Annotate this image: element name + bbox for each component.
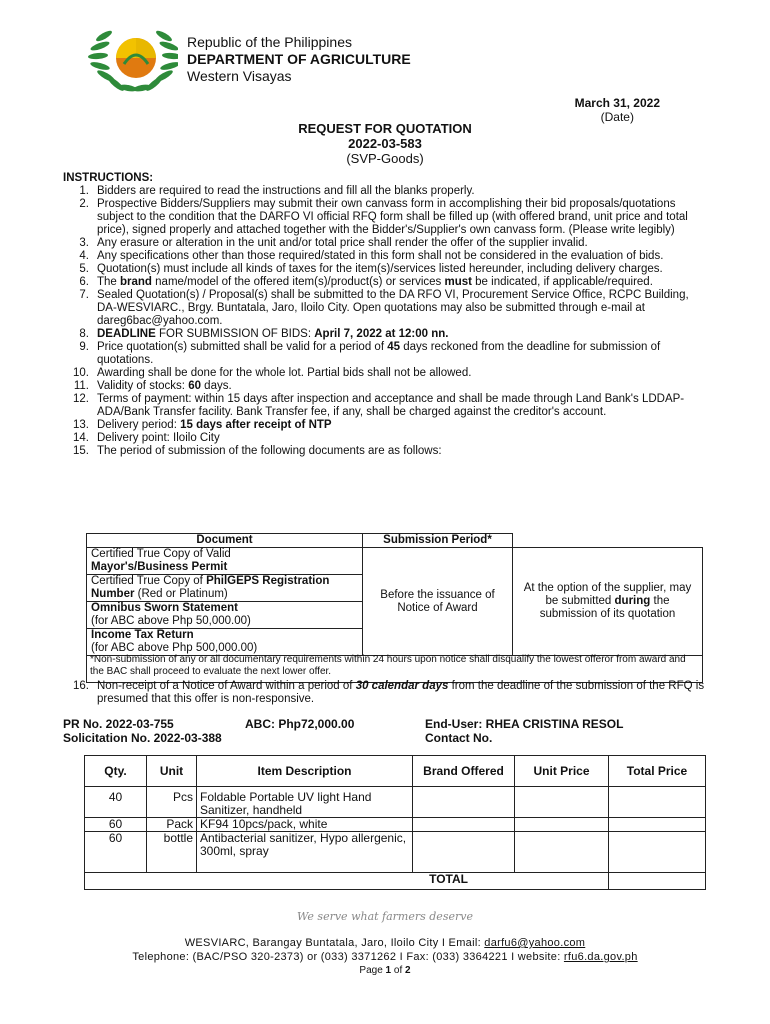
republic-line: Republic of the Philippines xyxy=(187,34,352,50)
pr-number: PR No. 2022-03-755 xyxy=(63,717,174,731)
instruction-item: 8. DEADLINE FOR SUBMISSION OF BIDS: April 7, 2022 at 12:00 nn. xyxy=(79,328,449,340)
table-row: 60 Pack KF94 10pcs/pack, white xyxy=(85,818,706,832)
unit-price-cell[interactable] xyxy=(515,787,609,818)
page-indicator: Page 1 of 2 xyxy=(359,965,411,976)
date-block xyxy=(575,96,660,124)
brand-header: Brand Offered xyxy=(413,756,515,787)
document-title xyxy=(0,121,770,166)
footer-address: WESVIARC, Barangay Buntatala, Jaro, Iloilo City I Email: darfu6@yahoo.com xyxy=(184,937,586,949)
documents-header-row xyxy=(87,534,703,548)
document-header: Document xyxy=(87,534,363,548)
region-name: Western Visayas xyxy=(187,68,292,84)
brand-cell[interactable] xyxy=(413,787,515,818)
rfq-title: REQUEST FOR QUOTATION xyxy=(298,121,472,136)
instruction-item: 6. The brand name/model of the offered item(s)/product(s) or services must be indicated, if applicable/required. xyxy=(79,276,653,288)
instruction-item: 2. Prospective Bidders/Suppliers may submit their own canvass form in accomplishing their bid proposals/quotations subject to the condition that the DARFO VI official RFQ form shall be filled up (with offered brand, unit price and total price), signed properly and attached together with the Bidder's/Supplier's own canvass form. (Please write legibly) xyxy=(79,198,688,236)
department-of-agriculture-logo xyxy=(86,16,178,96)
documents-row: Certified True Copy of PhilGEPS Registration Number (Red or Platinum) xyxy=(87,575,703,602)
instructions-list xyxy=(63,185,703,458)
instruction-16: 16. Non-receipt of a Notice of Award within a period of 30 calendar days from the deadline of the submission of the RFQ is presumed that this offer is non-responsive. xyxy=(73,680,705,705)
unit-price-cell[interactable] xyxy=(515,832,609,873)
department-name: DEPARTMENT OF AGRICULTURE xyxy=(187,51,411,67)
documents-row xyxy=(87,548,703,575)
total-price-header: Total Price xyxy=(609,756,706,787)
motto: We serve what farmers deserve xyxy=(297,910,473,923)
documents-row: Omnibus Sworn Statement (for ABC above Php 50,000.00) xyxy=(87,602,703,629)
brand-cell[interactable] xyxy=(413,832,515,873)
end-user: End-User: RHEA CRISTINA RESOL xyxy=(425,717,624,731)
submission-period-header: Submission Period* xyxy=(363,534,513,548)
contact-number: Contact No. xyxy=(425,731,493,745)
documents-note: *Non-submission of any or all documentary requirements within 24 hours upon notice shall disqualify the lowest offeror from award and the BAC shall proceed to evaluate the next lower offer. xyxy=(90,654,686,677)
website-link[interactable]: rfu6.da.gov.ph xyxy=(563,951,638,963)
letterhead xyxy=(187,34,411,85)
total-row xyxy=(85,873,706,890)
table-row: 60 bottle Antibacterial sanitizer, Hypo allergenic, 300ml, spray xyxy=(85,832,706,873)
date-value: March 31, 2022 xyxy=(574,96,660,110)
doc-permit-prefix: Certified True Copy of Valid xyxy=(91,548,231,560)
total-price-cell[interactable] xyxy=(609,818,706,832)
instruction-item: 10. Awarding shall be done for the whole lot. Partial bids shall not be allowed. xyxy=(73,367,472,379)
instruction-item: 11. Validity of stocks: 60 days. xyxy=(73,380,232,392)
email-link[interactable]: darfu6@yahoo.com xyxy=(484,937,586,949)
instruction-item: 13. Delivery period: 15 days after receipt of NTP xyxy=(73,419,332,431)
instruction-item: 15. The period of submission of the following documents are as follows: xyxy=(73,445,442,457)
instruction-item: 12. Terms of payment: within 15 days after inspection and acceptance and shall be made through Land Bank's LDDAP-ADA/Bank Transfer facility. Bank Transfer fee, if any, shall be charged against the creditor's account. xyxy=(73,393,685,418)
doc-permit-name: Mayor's/Business Permit xyxy=(91,561,228,573)
instruction-item: 1. Bidders are required to read the instructions and fill all the blanks properly. xyxy=(79,185,475,197)
documents-row: Income Tax Return (for ABC above Php 500,000.00) xyxy=(87,629,703,656)
period-before-award: Before the issuance of Notice of Award xyxy=(363,548,513,656)
date-label: (Date) xyxy=(600,110,634,124)
qty-header: Qty. xyxy=(85,756,147,787)
footer-contact: Telephone: (BAC/PSO 320-2373) or (033) 3371262 I Fax: (033) 3364221 I website: rfu6.da.gov.ph xyxy=(132,951,638,963)
instruction-item: 9. Price quotation(s) submitted shall be valid for a period of 45 days reckoned from the deadline for submission of quotations. xyxy=(79,341,661,366)
solicitation-number: Solicitation No. 2022-03-388 xyxy=(63,731,222,745)
unit-price-header: Unit Price xyxy=(515,756,609,787)
grand-total-cell[interactable] xyxy=(609,873,706,890)
instruction-item: 7. Sealed Quotation(s) / Proposal(s) shall be submitted to the DA RFO VI, Procurement Service Office, RCPC Building, DA-WESVIARC., Brgy. Buntatala, Jaro, Iloilo City. Open quotations may also be submitted through e-mail at dareg6bac@yahoo.com. xyxy=(79,289,689,327)
instruction-item: 3. Any erasure or alteration in the unit and/or total price shall render the offer of the supplier invalid. xyxy=(79,237,588,249)
rfq-subtitle: (SVP-Goods) xyxy=(346,151,424,166)
instruction-item: 4. Any specifications other than those required/stated in this form shall not be considered in the evaluation of bids. xyxy=(79,250,664,262)
items-header-row xyxy=(85,756,706,787)
items-table xyxy=(84,755,706,890)
total-label: TOTAL xyxy=(85,873,609,890)
instruction-item: 5. Quotation(s) must include all kinds of taxes for the item(s)/services listed hereunder, including delivery charges. xyxy=(79,263,663,275)
instruction-item: 14. Delivery point: Iloilo City xyxy=(73,432,220,444)
total-price-cell[interactable] xyxy=(609,787,706,818)
table-row: 40 Pcs Foldable Portable UV light Hand Sanitizer, handheld xyxy=(85,787,706,818)
abc-amount: ABC: Php72,000.00 xyxy=(245,717,355,731)
unit-header: Unit xyxy=(147,756,197,787)
brand-cell[interactable] xyxy=(413,818,515,832)
period-option: At the option of the supplier, may be submitted during the submission of its quotation xyxy=(513,548,703,656)
instructions-heading: INSTRUCTIONS: xyxy=(63,172,154,184)
unit-price-cell[interactable] xyxy=(515,818,609,832)
description-header: Item Description xyxy=(197,756,413,787)
total-price-cell[interactable] xyxy=(609,832,706,873)
rfq-number: 2022-03-583 xyxy=(348,136,422,151)
